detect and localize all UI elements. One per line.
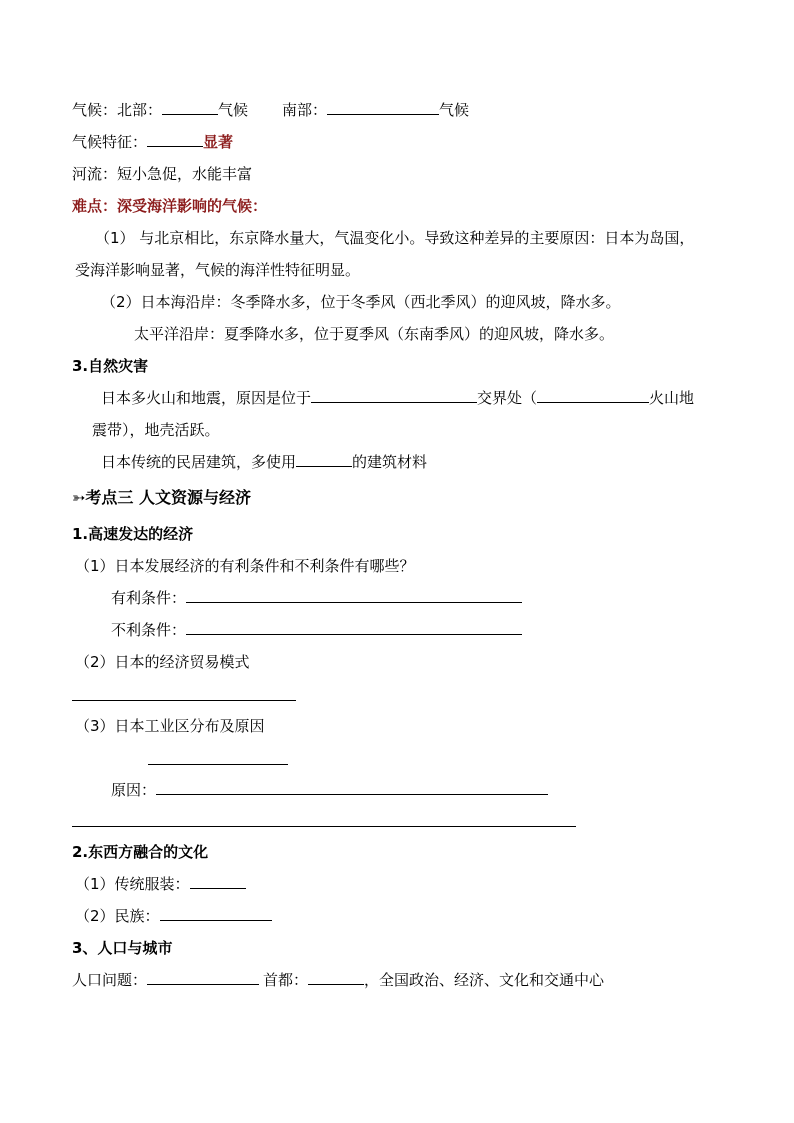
economy-question-2: （2）日本的经济贸易模式 — [75, 653, 250, 671]
blank-clothing[interactable] — [190, 874, 246, 889]
economy-favorable-line — [111, 588, 522, 608]
blank-north-climate[interactable] — [162, 100, 218, 115]
climate-line — [72, 100, 469, 120]
population-title: 3、人口与城市 — [72, 939, 173, 957]
south-label: 南部： — [282, 101, 328, 119]
economy-question-3: （3）日本工业区分布及原因 — [75, 717, 265, 735]
economy-title: 1.高速发达的经济 — [72, 525, 194, 543]
ethnicity-label: （2）民族： — [75, 907, 160, 925]
population-label: 人口问题： — [72, 971, 148, 989]
difficulty-title: 难点：深受海洋影响的气候： — [72, 197, 268, 215]
blank-capital[interactable] — [308, 970, 364, 985]
disaster-title: 3.自然灾害 — [72, 357, 149, 375]
favorable-label: 有利条件： — [111, 589, 187, 607]
blank-industrial-distribution[interactable] — [148, 764, 288, 765]
blank-volcano-belt[interactable] — [537, 388, 649, 403]
difficulty-paragraph-2: （2）日本海沿岸：冬季降水多，位于冬季风（西北季风）的迎风坡，降水多。 — [101, 293, 621, 311]
population-line — [72, 970, 604, 990]
climate-feature-label: 气候特征： — [72, 133, 148, 151]
difficulty-paragraph-1b: 受海洋影响显著，气候的海洋性特征明显。 — [75, 261, 361, 279]
disaster-text-1: 日本多火山和地震，原因是位于 — [101, 389, 312, 407]
blank-reason[interactable] — [156, 780, 548, 795]
blank-building-material[interactable] — [296, 452, 352, 467]
disaster-text-2: 交界处（ — [477, 389, 538, 407]
blank-unfavorable[interactable] — [186, 620, 522, 635]
disaster-paragraph-1 — [101, 388, 694, 408]
blank-population-problem[interactable] — [147, 970, 259, 985]
climate-feature-line — [72, 132, 233, 152]
climate-suffix-2: 气候 — [439, 101, 470, 119]
disaster-paragraph-2 — [101, 452, 427, 472]
difficulty-paragraph-3: 太平洋沿岸：夏季降水多，位于夏季风（东南季风）的迎风坡，降水多。 — [134, 325, 615, 343]
disaster-paragraph-1-cont: 震带），地壳活跃。 — [92, 421, 220, 439]
blank-climate-feature[interactable] — [147, 132, 203, 147]
section3-heading — [72, 488, 251, 508]
difficulty-paragraph-1a: （1） 与北京相比，东京降水量大，气温变化小。导致这种差异的主要原因：日本为岛国， — [95, 229, 695, 247]
culture-clothing-line — [75, 874, 246, 894]
reason-label: 原因： — [111, 781, 157, 799]
capital-label: 首都： — [263, 971, 309, 989]
arrow-icon: ➳ — [72, 488, 86, 507]
rivers-line: 河流：短小急促，水能丰富 — [72, 165, 253, 183]
blank-reason-cont[interactable] — [72, 826, 576, 827]
climate-suffix: 气候 — [218, 101, 249, 119]
culture-title: 2.东西方融合的文化 — [72, 843, 209, 861]
culture-ethnicity-line — [75, 906, 272, 926]
blank-trade-mode[interactable] — [72, 700, 296, 701]
climate-label: 气候：北部： — [72, 101, 163, 119]
economy-question-1: （1）日本发展经济的有利条件和不利条件有哪些？ — [75, 557, 415, 575]
economy-unfavorable-line — [111, 620, 522, 640]
disaster-text-3: 火山地 — [649, 389, 695, 407]
climate-feature-answer: 显著 — [203, 133, 234, 151]
capital-description: ，全国政治、经济、文化和交通中心 — [364, 971, 605, 989]
disaster-text-5: 的建筑材料 — [352, 453, 428, 471]
blank-ethnicity[interactable] — [160, 906, 272, 921]
blank-south-climate[interactable] — [327, 100, 439, 115]
unfavorable-label: 不利条件： — [111, 621, 187, 639]
clothing-label: （1）传统服装： — [75, 875, 190, 893]
blank-favorable[interactable] — [186, 588, 522, 603]
disaster-text-4: 日本传统的民居建筑，多使用 — [101, 453, 297, 471]
section3-title: 考点三 人文资源与经济 — [85, 488, 251, 507]
economy-reason-line — [111, 780, 548, 800]
blank-plate-boundary[interactable] — [311, 388, 477, 403]
